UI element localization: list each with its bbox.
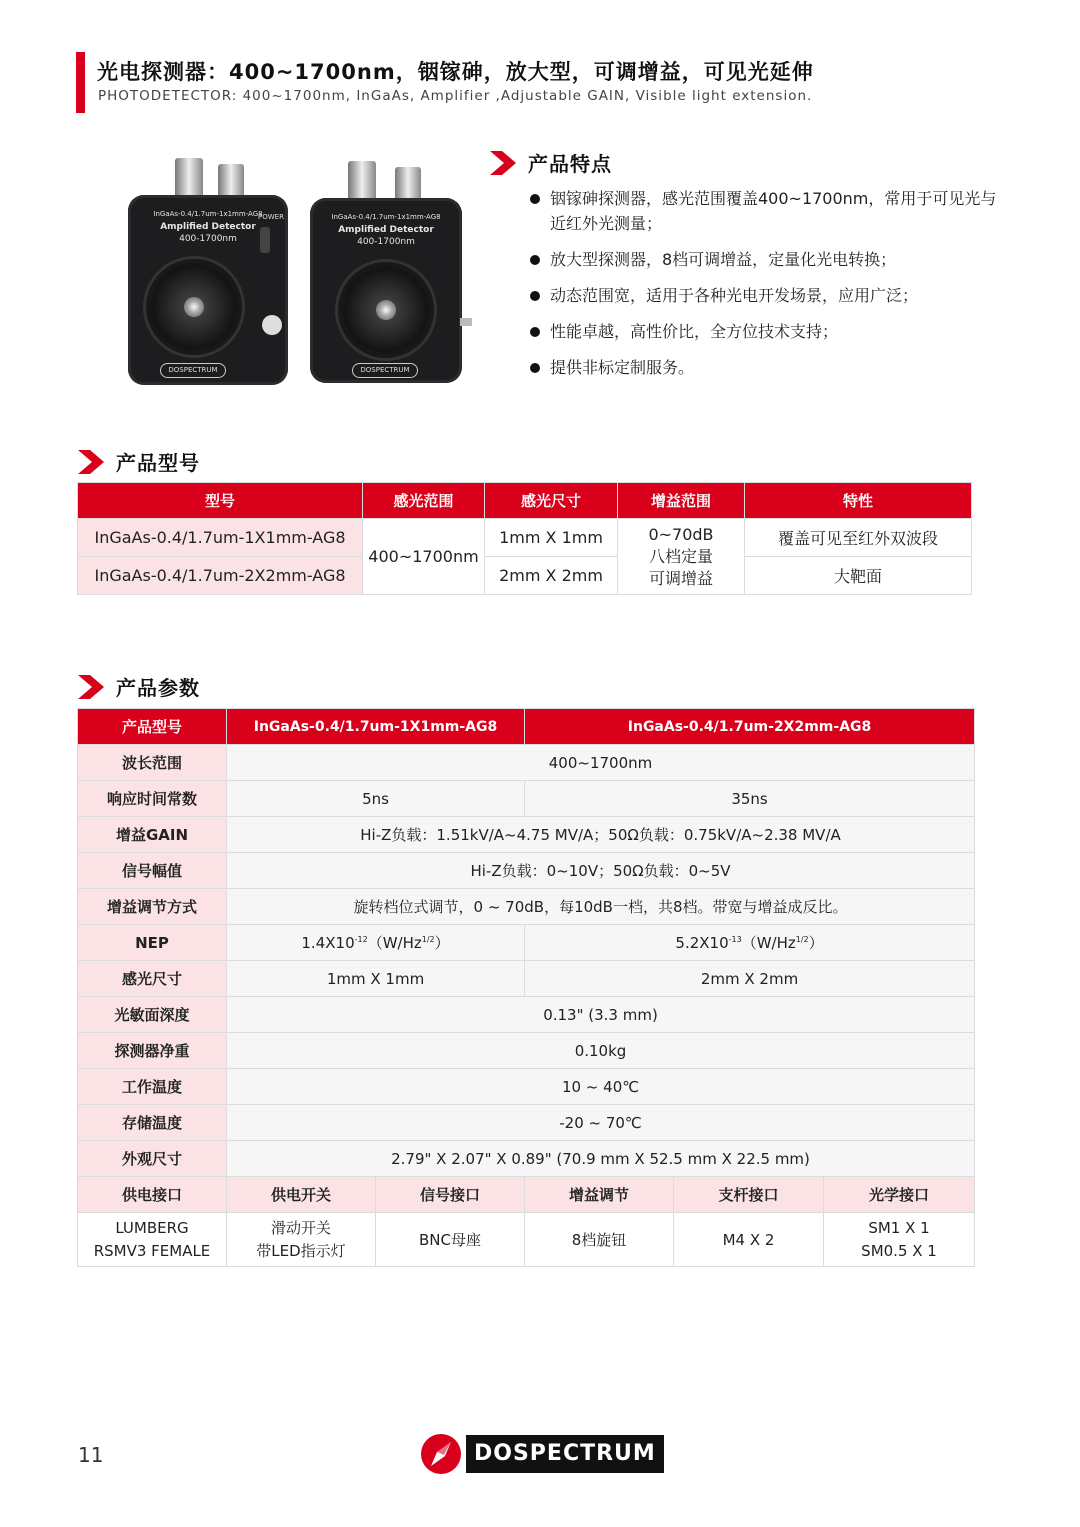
model-gain [618, 519, 745, 595]
brand-wordmark: DOSPECTRUM [466, 1435, 664, 1473]
detector-2-model-label: InGaAs-0.4/1.7um-1x1mm-AG8 [331, 213, 441, 221]
compass-logo-icon [420, 1433, 462, 1475]
models-title: 产品型号 [116, 451, 200, 475]
interface-value [78, 1213, 227, 1267]
model-name: InGaAs-0.4/1.7um-1X1mm-AG8 [78, 519, 363, 557]
table-row [78, 997, 975, 1033]
params-header-model-2: InGaAs-0.4/1.7um-2X2mm-AG8 [525, 709, 975, 745]
detector-1-amp-label: Amplified Detector [160, 222, 256, 232]
nep-unit-close: ） [808, 934, 824, 952]
param-label: 存储温度 [78, 1105, 227, 1141]
param-label: NEP [78, 925, 227, 961]
detector-1-sensor [184, 297, 204, 317]
interface-header: 光学接口 [824, 1177, 975, 1213]
chevron-right-icon [78, 675, 104, 699]
models-col-header: 感光尺寸 [485, 483, 618, 519]
bnc-connector [348, 161, 376, 203]
detector-2-range-label: 400-1700nm [357, 237, 415, 247]
interface-value: 8档旋钮 [525, 1213, 674, 1267]
models-heading [78, 447, 200, 476]
detector-1-logo: DOSPECTRUM [160, 363, 226, 378]
interface-header: 增益调节 [525, 1177, 674, 1213]
models-header-row [78, 483, 972, 519]
param-label: 波长范围 [78, 745, 227, 781]
nep-unit: （W/Hz [741, 934, 796, 952]
interface-line: 带LED指示灯 [256, 1241, 346, 1260]
chevron-right-icon [490, 151, 516, 175]
features-title: 产品特点 [528, 152, 612, 176]
param-value: Hi-Z负载：1.51kV/A~4.75 MV/A；50Ω负载：0.75kV/A~2.38 MV/A [227, 817, 975, 853]
table-row [78, 1069, 975, 1105]
feature-item: 性能卓越，高性价比，全方位技术支持； [530, 319, 1000, 344]
param-label: 外观尺寸 [78, 1141, 227, 1177]
param-label: 光敏面深度 [78, 997, 227, 1033]
param-label: 信号幅值 [78, 853, 227, 889]
param-label: 增益GAIN [78, 817, 227, 853]
nep-unit: （W/Hz [367, 934, 422, 952]
model-range: 400~1700nm [363, 519, 485, 595]
interface-line: SM0.5 X 1 [861, 1241, 937, 1260]
nep-unit-exp: 1/2 [421, 935, 435, 944]
power-switch [260, 227, 270, 253]
params-table [77, 708, 975, 1267]
nep-unit-close: ） [434, 934, 450, 952]
param-value: 1mm X 1mm [227, 961, 525, 997]
param-value: 2mm X 2mm [525, 961, 975, 997]
interface-header-row [78, 1177, 975, 1213]
param-label: 感光尺寸 [78, 961, 227, 997]
nep-base: 5.2X10 [675, 934, 729, 952]
table-row [78, 557, 972, 595]
interface-value [824, 1213, 975, 1267]
params-header-model-1: InGaAs-0.4/1.7um-1X1mm-AG8 [227, 709, 525, 745]
param-value: 35ns [525, 781, 975, 817]
detector-1-range-label: 400-1700nm [179, 234, 237, 244]
model-size: 2mm X 2mm [485, 557, 618, 595]
params-header-label: 产品型号 [78, 709, 227, 745]
param-value [525, 925, 975, 961]
chevron-right-icon [78, 450, 104, 474]
interface-header: 信号接口 [376, 1177, 525, 1213]
params-title: 产品参数 [116, 676, 200, 700]
table-row [78, 853, 975, 889]
nep-exp: -12 [354, 935, 368, 944]
detector-1-body [128, 195, 288, 385]
models-col-header: 增益范围 [618, 483, 745, 519]
models-table [77, 482, 972, 595]
param-label: 工作温度 [78, 1069, 227, 1105]
detector-1 [128, 150, 293, 390]
table-row [78, 817, 975, 853]
param-value: 10 ~ 40℃ [227, 1069, 975, 1105]
models-col-header: 感光范围 [363, 483, 485, 519]
interface-value [227, 1213, 376, 1267]
table-row [78, 1213, 975, 1267]
param-value: 0.10kg [227, 1033, 975, 1069]
page-subtitle: PHOTODETECTOR: 400~1700nm, InGaAs, Amplifier ,Adjustable GAIN, Visible light extension. [98, 88, 813, 104]
detector-2-body [310, 198, 462, 383]
param-value: 400~1700nm [227, 745, 975, 781]
nep-exp: -13 [728, 935, 742, 944]
brand-logo [420, 1433, 664, 1475]
gain-knob [262, 315, 282, 335]
page-number: 11 [78, 1443, 104, 1467]
param-value: 2.79" X 2.07" X 0.89" (70.9 mm X 52.5 mm X 22.5 mm) [227, 1141, 975, 1177]
models-col-header: 型号 [78, 483, 363, 519]
param-value [227, 925, 525, 961]
features-heading [490, 148, 612, 177]
models-col-header: 特性 [745, 483, 972, 519]
power-label: POWER [258, 213, 284, 221]
feature-item: 提供非标定制服务。 [530, 355, 1000, 380]
param-label: 增益调节方式 [78, 889, 227, 925]
table-row [78, 925, 975, 961]
product-image [120, 150, 480, 395]
interface-line: 滑动开关 [270, 1218, 331, 1237]
param-value: 5ns [227, 781, 525, 817]
gain-line: 可调增益 [648, 568, 713, 588]
param-value: -20 ~ 70℃ [227, 1105, 975, 1141]
interface-header: 支杆接口 [674, 1177, 824, 1213]
interface-header: 供电开关 [227, 1177, 376, 1213]
nep-unit-exp: 1/2 [795, 935, 809, 944]
interface-line: RSMV3 FEMALE [93, 1241, 211, 1260]
gain-line: 八档定量 [648, 546, 713, 566]
table-row [78, 1033, 975, 1069]
table-row [78, 1105, 975, 1141]
table-row [78, 519, 972, 557]
interface-value: BNC母座 [376, 1213, 525, 1267]
features-list [530, 186, 1000, 391]
detector-1-model-label: InGaAs-0.4/1.7um-1x1mm-AG8 [153, 210, 263, 218]
detector-2-amp-label: Amplified Detector [338, 225, 434, 235]
interface-line: LUMBERG [115, 1218, 189, 1237]
table-row [78, 745, 975, 781]
nep-base: 1.4X10 [301, 934, 355, 952]
page-title: 光电探测器：400~1700nm，铟镓砷，放大型，可调增益，可见光延伸 [97, 60, 814, 84]
model-feature: 大靶面 [745, 557, 972, 595]
params-heading [78, 672, 200, 701]
header-accent-bar [76, 52, 85, 113]
model-feature: 覆盖可见至红外双波段 [745, 519, 972, 557]
post-mount [460, 318, 472, 326]
detector-2-logo: DOSPECTRUM [352, 363, 418, 378]
param-value: 旋转档位式调节，0 ~ 70dB，每10dB一档，共8档。带宽与增益成反比。 [227, 889, 975, 925]
table-row [78, 889, 975, 925]
table-row [78, 1141, 975, 1177]
interface-value: M4 X 2 [674, 1213, 824, 1267]
bnc-connector [175, 158, 203, 200]
param-value: 0.13" (3.3 mm) [227, 997, 975, 1033]
model-name: InGaAs-0.4/1.7um-2X2mm-AG8 [78, 557, 363, 595]
feature-item: 放大型探测器，8档可调增益，定量化光电转换； [530, 247, 1000, 272]
gain-line: 0~70dB [648, 524, 714, 544]
param-label: 响应时间常数 [78, 781, 227, 817]
model-size: 1mm X 1mm [485, 519, 618, 557]
detector-2 [310, 153, 475, 393]
interface-line: SM1 X 1 [868, 1218, 930, 1237]
interface-header: 供电接口 [78, 1177, 227, 1213]
table-row [78, 781, 975, 817]
params-header-row [78, 709, 975, 745]
feature-item: 动态范围宽，适用于各种光电开发场景，应用广泛； [530, 283, 1000, 308]
detector-2-sensor [376, 300, 396, 320]
param-label: 探测器净重 [78, 1033, 227, 1069]
feature-item: 铟镓砷探测器，感光范围覆盖400~1700nm，常用于可见光与近红外光测量； [530, 186, 1000, 236]
param-value: Hi-Z负载：0~10V；50Ω负载：0~5V [227, 853, 975, 889]
table-row [78, 961, 975, 997]
